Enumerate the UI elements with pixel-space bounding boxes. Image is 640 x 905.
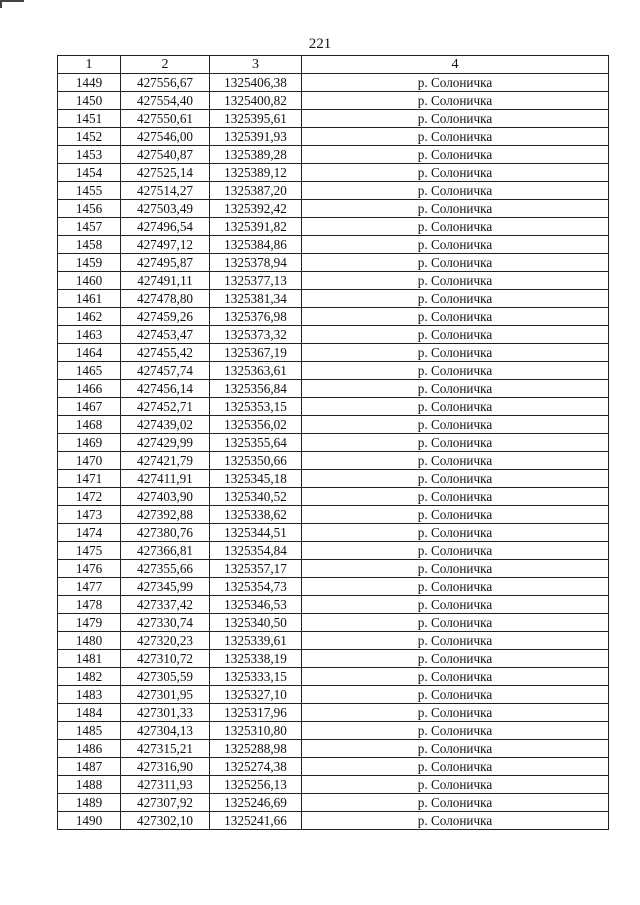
point-number-cell: 1455 xyxy=(58,182,121,200)
point-number-cell: 1471 xyxy=(58,470,121,488)
description-cell: р. Солоничка xyxy=(302,524,609,542)
x-coordinate-cell: 427305,59 xyxy=(121,668,210,686)
table-row xyxy=(58,290,609,308)
description-cell: р. Солоничка xyxy=(302,668,609,686)
x-coordinate-cell: 427439,02 xyxy=(121,416,210,434)
point-number-cell: 1457 xyxy=(58,218,121,236)
table-row xyxy=(58,254,609,272)
x-coordinate-cell: 427546,00 xyxy=(121,128,210,146)
point-number-cell: 1482 xyxy=(58,668,121,686)
description-cell: р. Солоничка xyxy=(302,416,609,434)
x-coordinate-cell: 427540,87 xyxy=(121,146,210,164)
table-row xyxy=(58,686,609,704)
table-row xyxy=(58,722,609,740)
point-number-cell: 1465 xyxy=(58,362,121,380)
description-cell: р. Солоничка xyxy=(302,362,609,380)
point-number-cell: 1481 xyxy=(58,650,121,668)
description-cell: р. Солоничка xyxy=(302,632,609,650)
table-row xyxy=(58,794,609,812)
point-number-cell: 1467 xyxy=(58,398,121,416)
table-row xyxy=(58,596,609,614)
table-row xyxy=(58,614,609,632)
y-coordinate-cell: 1325241,66 xyxy=(210,812,302,830)
point-number-cell: 1487 xyxy=(58,758,121,776)
description-cell: р. Солоничка xyxy=(302,722,609,740)
x-coordinate-cell: 427495,87 xyxy=(121,254,210,272)
y-coordinate-cell: 1325345,18 xyxy=(210,470,302,488)
y-coordinate-cell: 1325353,15 xyxy=(210,398,302,416)
y-coordinate-cell: 1325387,20 xyxy=(210,182,302,200)
y-coordinate-cell: 1325338,19 xyxy=(210,650,302,668)
table-row xyxy=(58,92,609,110)
point-number-cell: 1464 xyxy=(58,344,121,362)
point-number-cell: 1451 xyxy=(58,110,121,128)
table-row xyxy=(58,452,609,470)
point-number-cell: 1475 xyxy=(58,542,121,560)
y-coordinate-cell: 1325378,94 xyxy=(210,254,302,272)
y-coordinate-cell: 1325333,15 xyxy=(210,668,302,686)
x-coordinate-cell: 427496,54 xyxy=(121,218,210,236)
x-coordinate-cell: 427304,13 xyxy=(121,722,210,740)
header-cell-4: 4 xyxy=(302,56,609,74)
header-cell-2: 2 xyxy=(121,56,210,74)
point-number-cell: 1466 xyxy=(58,380,121,398)
y-coordinate-cell: 1325317,96 xyxy=(210,704,302,722)
table-row xyxy=(58,560,609,578)
x-coordinate-cell: 427337,42 xyxy=(121,596,210,614)
x-coordinate-cell: 427525,14 xyxy=(121,164,210,182)
y-coordinate-cell: 1325363,61 xyxy=(210,362,302,380)
table-row xyxy=(58,542,609,560)
description-cell: р. Солоничка xyxy=(302,470,609,488)
description-cell: р. Солоничка xyxy=(302,488,609,506)
table-row xyxy=(58,272,609,290)
y-coordinate-cell: 1325354,84 xyxy=(210,542,302,560)
point-number-cell: 1488 xyxy=(58,776,121,794)
table-row xyxy=(58,488,609,506)
header-cell-3: 3 xyxy=(210,56,302,74)
x-coordinate-cell: 427456,14 xyxy=(121,380,210,398)
x-coordinate-cell: 427554,40 xyxy=(121,92,210,110)
description-cell: р. Солоничка xyxy=(302,812,609,830)
y-coordinate-cell: 1325339,61 xyxy=(210,632,302,650)
point-number-cell: 1468 xyxy=(58,416,121,434)
description-cell: р. Солоничка xyxy=(302,272,609,290)
x-coordinate-cell: 427311,93 xyxy=(121,776,210,794)
point-number-cell: 1453 xyxy=(58,146,121,164)
point-number-cell: 1472 xyxy=(58,488,121,506)
y-coordinate-cell: 1325340,50 xyxy=(210,614,302,632)
point-number-cell: 1470 xyxy=(58,452,121,470)
table-row xyxy=(58,740,609,758)
x-coordinate-cell: 427380,76 xyxy=(121,524,210,542)
x-coordinate-cell: 427457,74 xyxy=(121,362,210,380)
description-cell: р. Солоничка xyxy=(302,344,609,362)
point-number-cell: 1479 xyxy=(58,614,121,632)
table-row xyxy=(58,470,609,488)
x-coordinate-cell: 427316,90 xyxy=(121,758,210,776)
description-cell: р. Солоничка xyxy=(302,650,609,668)
y-coordinate-cell: 1325354,73 xyxy=(210,578,302,596)
coordinates-table xyxy=(57,55,609,830)
y-coordinate-cell: 1325327,10 xyxy=(210,686,302,704)
table-row xyxy=(58,668,609,686)
y-coordinate-cell: 1325395,61 xyxy=(210,110,302,128)
y-coordinate-cell: 1325350,66 xyxy=(210,452,302,470)
scan-corner-mark xyxy=(0,0,24,8)
table-row xyxy=(58,578,609,596)
table-row xyxy=(58,110,609,128)
description-cell: р. Солоничка xyxy=(302,254,609,272)
y-coordinate-cell: 1325344,51 xyxy=(210,524,302,542)
description-cell: р. Солоничка xyxy=(302,776,609,794)
table-row xyxy=(58,74,609,92)
y-coordinate-cell: 1325389,12 xyxy=(210,164,302,182)
x-coordinate-cell: 427366,81 xyxy=(121,542,210,560)
y-coordinate-cell: 1325391,93 xyxy=(210,128,302,146)
table-row xyxy=(58,380,609,398)
point-number-cell: 1462 xyxy=(58,308,121,326)
description-cell: р. Солоничка xyxy=(302,326,609,344)
table-row xyxy=(58,200,609,218)
x-coordinate-cell: 427503,49 xyxy=(121,200,210,218)
y-coordinate-cell: 1325367,19 xyxy=(210,344,302,362)
description-cell: р. Солоничка xyxy=(302,74,609,92)
description-cell: р. Солоничка xyxy=(302,182,609,200)
y-coordinate-cell: 1325376,98 xyxy=(210,308,302,326)
point-number-cell: 1486 xyxy=(58,740,121,758)
description-cell: р. Солоничка xyxy=(302,308,609,326)
table-row xyxy=(58,812,609,830)
table-row xyxy=(58,182,609,200)
point-number-cell: 1461 xyxy=(58,290,121,308)
table-row xyxy=(58,416,609,434)
point-number-cell: 1450 xyxy=(58,92,121,110)
description-cell: р. Солоничка xyxy=(302,596,609,614)
x-coordinate-cell: 427491,11 xyxy=(121,272,210,290)
table-row xyxy=(58,146,609,164)
y-coordinate-cell: 1325338,62 xyxy=(210,506,302,524)
table-row xyxy=(58,632,609,650)
point-number-cell: 1449 xyxy=(58,74,121,92)
point-number-cell: 1480 xyxy=(58,632,121,650)
x-coordinate-cell: 427455,42 xyxy=(121,344,210,362)
x-coordinate-cell: 427302,10 xyxy=(121,812,210,830)
description-cell: р. Солоничка xyxy=(302,686,609,704)
point-number-cell: 1463 xyxy=(58,326,121,344)
point-number-cell: 1485 xyxy=(58,722,121,740)
table-body xyxy=(58,74,609,830)
table-row xyxy=(58,362,609,380)
table-row xyxy=(58,704,609,722)
table-row xyxy=(58,236,609,254)
x-coordinate-cell: 427345,99 xyxy=(121,578,210,596)
x-coordinate-cell: 427307,92 xyxy=(121,794,210,812)
point-number-cell: 1458 xyxy=(58,236,121,254)
table-row xyxy=(58,434,609,452)
x-coordinate-cell: 427478,80 xyxy=(121,290,210,308)
table-row xyxy=(58,308,609,326)
y-coordinate-cell: 1325373,32 xyxy=(210,326,302,344)
point-number-cell: 1473 xyxy=(58,506,121,524)
point-number-cell: 1489 xyxy=(58,794,121,812)
table-row xyxy=(58,506,609,524)
x-coordinate-cell: 427452,71 xyxy=(121,398,210,416)
point-number-cell: 1490 xyxy=(58,812,121,830)
x-coordinate-cell: 427497,12 xyxy=(121,236,210,254)
x-coordinate-cell: 427429,99 xyxy=(121,434,210,452)
x-coordinate-cell: 427315,21 xyxy=(121,740,210,758)
point-number-cell: 1484 xyxy=(58,704,121,722)
x-coordinate-cell: 427459,26 xyxy=(121,308,210,326)
y-coordinate-cell: 1325384,86 xyxy=(210,236,302,254)
y-coordinate-cell: 1325340,52 xyxy=(210,488,302,506)
description-cell: р. Солоничка xyxy=(302,110,609,128)
description-cell: р. Солоничка xyxy=(302,146,609,164)
description-cell: р. Солоничка xyxy=(302,164,609,182)
description-cell: р. Солоничка xyxy=(302,740,609,758)
description-cell: р. Солоничка xyxy=(302,794,609,812)
y-coordinate-cell: 1325356,84 xyxy=(210,380,302,398)
x-coordinate-cell: 427550,61 xyxy=(121,110,210,128)
y-coordinate-cell: 1325389,28 xyxy=(210,146,302,164)
table-row xyxy=(58,344,609,362)
table-row xyxy=(58,650,609,668)
y-coordinate-cell: 1325406,38 xyxy=(210,74,302,92)
y-coordinate-cell: 1325288,98 xyxy=(210,740,302,758)
y-coordinate-cell: 1325346,53 xyxy=(210,596,302,614)
x-coordinate-cell: 427310,72 xyxy=(121,650,210,668)
description-cell: р. Солоничка xyxy=(302,578,609,596)
header-cell-1: 1 xyxy=(58,56,121,74)
y-coordinate-cell: 1325274,38 xyxy=(210,758,302,776)
table-row xyxy=(58,758,609,776)
description-cell: р. Солоничка xyxy=(302,434,609,452)
description-cell: р. Солоничка xyxy=(302,614,609,632)
table-row xyxy=(58,128,609,146)
description-cell: р. Солоничка xyxy=(302,218,609,236)
y-coordinate-cell: 1325357,17 xyxy=(210,560,302,578)
table-row xyxy=(58,218,609,236)
point-number-cell: 1469 xyxy=(58,434,121,452)
description-cell: р. Солоничка xyxy=(302,398,609,416)
x-coordinate-cell: 427301,95 xyxy=(121,686,210,704)
y-coordinate-cell: 1325310,80 xyxy=(210,722,302,740)
description-cell: р. Солоничка xyxy=(302,542,609,560)
description-cell: р. Солоничка xyxy=(302,290,609,308)
description-cell: р. Солоничка xyxy=(302,506,609,524)
table-row xyxy=(58,164,609,182)
point-number-cell: 1478 xyxy=(58,596,121,614)
x-coordinate-cell: 427355,66 xyxy=(121,560,210,578)
description-cell: р. Солоничка xyxy=(302,236,609,254)
x-coordinate-cell: 427556,67 xyxy=(121,74,210,92)
x-coordinate-cell: 427392,88 xyxy=(121,506,210,524)
x-coordinate-cell: 427330,74 xyxy=(121,614,210,632)
point-number-cell: 1459 xyxy=(58,254,121,272)
y-coordinate-cell: 1325391,82 xyxy=(210,218,302,236)
x-coordinate-cell: 427301,33 xyxy=(121,704,210,722)
y-coordinate-cell: 1325381,34 xyxy=(210,290,302,308)
point-number-cell: 1460 xyxy=(58,272,121,290)
table-row xyxy=(58,524,609,542)
y-coordinate-cell: 1325377,13 xyxy=(210,272,302,290)
table-row xyxy=(58,326,609,344)
point-number-cell: 1474 xyxy=(58,524,121,542)
page-number: 221 xyxy=(308,36,332,52)
description-cell: р. Солоничка xyxy=(302,758,609,776)
y-coordinate-cell: 1325356,02 xyxy=(210,416,302,434)
x-coordinate-cell: 427514,27 xyxy=(121,182,210,200)
x-coordinate-cell: 427320,23 xyxy=(121,632,210,650)
x-coordinate-cell: 427403,90 xyxy=(121,488,210,506)
table-header-row xyxy=(58,56,609,74)
point-number-cell: 1476 xyxy=(58,560,121,578)
y-coordinate-cell: 1325392,42 xyxy=(210,200,302,218)
description-cell: р. Солоничка xyxy=(302,128,609,146)
table-row xyxy=(58,776,609,794)
description-cell: р. Солоничка xyxy=(302,92,609,110)
y-coordinate-cell: 1325355,64 xyxy=(210,434,302,452)
description-cell: р. Солоничка xyxy=(302,380,609,398)
point-number-cell: 1477 xyxy=(58,578,121,596)
description-cell: р. Солоничка xyxy=(302,560,609,578)
point-number-cell: 1483 xyxy=(58,686,121,704)
description-cell: р. Солоничка xyxy=(302,452,609,470)
point-number-cell: 1454 xyxy=(58,164,121,182)
table-row xyxy=(58,398,609,416)
description-cell: р. Солоничка xyxy=(302,200,609,218)
y-coordinate-cell: 1325246,69 xyxy=(210,794,302,812)
description-cell: р. Солоничка xyxy=(302,704,609,722)
x-coordinate-cell: 427421,79 xyxy=(121,452,210,470)
point-number-cell: 1452 xyxy=(58,128,121,146)
y-coordinate-cell: 1325400,82 xyxy=(210,92,302,110)
x-coordinate-cell: 427411,91 xyxy=(121,470,210,488)
x-coordinate-cell: 427453,47 xyxy=(121,326,210,344)
y-coordinate-cell: 1325256,13 xyxy=(210,776,302,794)
point-number-cell: 1456 xyxy=(58,200,121,218)
